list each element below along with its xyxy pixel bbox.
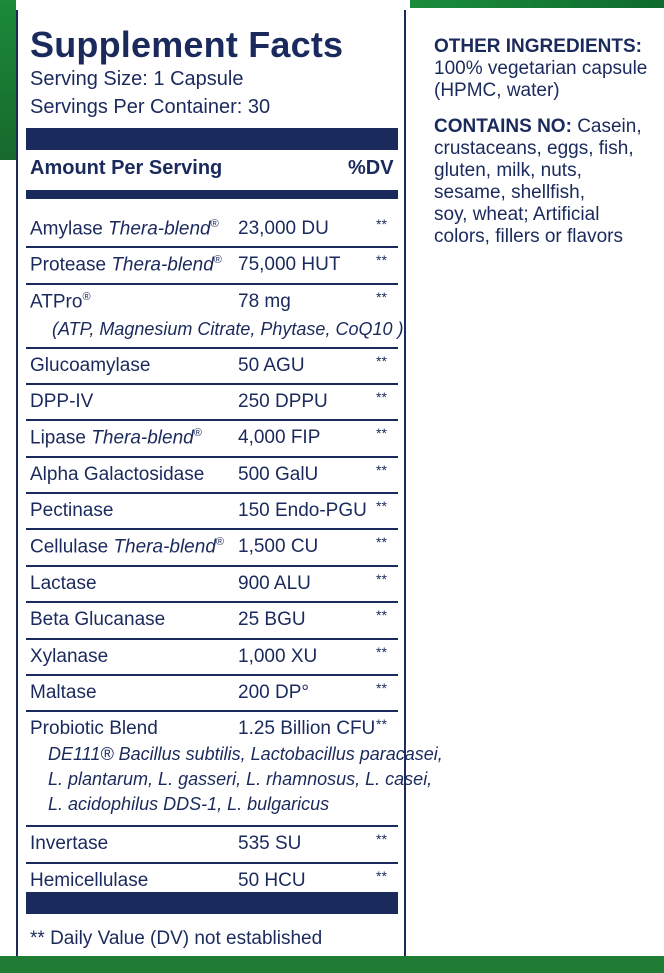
nutrient-row — [26, 494, 398, 530]
nutrient-amount: 500 GalU — [238, 464, 319, 485]
divider-thick-top — [26, 128, 398, 150]
nutrient-name: Alpha Galactosidase — [30, 464, 205, 485]
nutrient-amount: 25 BGU — [238, 609, 306, 630]
nutrient-row — [26, 827, 398, 864]
green-border-top — [410, 0, 664, 8]
nutrient-row — [26, 285, 404, 349]
nutrient-dv: ** — [376, 534, 387, 550]
probiotic-strain-line: DE111® Bacillus subtilis, Lactobacillus paracasei, — [48, 744, 443, 764]
nutrient-dv: ** — [376, 252, 387, 268]
nutrient-row — [26, 349, 398, 385]
nutrient-dv: ** — [376, 353, 387, 369]
nutrient-name: Hemicellulase — [30, 870, 149, 891]
contains-no-line2: crustaceans, eggs, fish, — [434, 138, 634, 159]
nutrient-row — [26, 421, 398, 458]
nutrient-dv: ** — [376, 831, 387, 847]
nutrient-row — [26, 458, 398, 494]
nutrient-name: Lactase — [30, 573, 97, 594]
nutrient-amount: 1,000 XU — [238, 646, 318, 667]
nutrient-amount: 75,000 HUT — [238, 254, 341, 275]
nutrient-amount: 200 DP° — [238, 682, 309, 703]
contains-no-text-0: Casein, — [571, 116, 642, 137]
nutrient-name: Lipase Thera-blend® — [30, 427, 202, 449]
nutrient-dv: ** — [376, 571, 387, 587]
nutrient-name: Beta Glucanase — [30, 609, 166, 630]
nutrient-dv: ** — [376, 716, 387, 732]
probiotic-strain-line: L. acidophilus DDS-1, L. bulgaricus — [48, 794, 330, 814]
nutrient-amount: 250 DPPU — [238, 391, 328, 412]
nutrient-amount: 900 ALU — [238, 573, 311, 594]
contains-no-line3: gluten, milk, nuts, — [434, 160, 582, 181]
nutrient-dv: ** — [376, 462, 387, 478]
nutrient-name: Protease Thera-blend® — [30, 254, 222, 276]
nutrient-amount: 150 Endo-PGU — [238, 500, 367, 521]
nutrient-amount: 23,000 DU — [238, 218, 329, 239]
probiotic-strain-line: L. plantarum, L. gasseri, L. rhamnosus, L. casei, — [48, 769, 433, 789]
nutrient-dv: ** — [376, 425, 387, 441]
nutrient-amount: 535 SU — [238, 833, 302, 854]
nutrient-name: Pectinase — [30, 500, 114, 521]
panel-title: Supplement Facts — [30, 24, 344, 65]
nutrient-row — [26, 567, 398, 603]
nutrient-row — [26, 603, 398, 640]
nutrient-sub-ingredients: (ATP, Magnesium Citrate, Phytase, CoQ10 ) — [52, 319, 404, 339]
nutrient-row — [26, 530, 398, 567]
nutrient-dv: ** — [376, 868, 387, 884]
nutrient-row — [26, 248, 398, 285]
contains-no-line5: soy, wheat; Artificial — [434, 204, 600, 225]
divider-mid — [26, 190, 398, 199]
nutrient-name: DPP-IV — [30, 391, 94, 412]
nutrient-row — [26, 712, 443, 827]
nutrient-dv: ** — [376, 289, 387, 305]
nutrient-name: Maltase — [30, 682, 97, 703]
ingredients-column — [434, 36, 659, 248]
amount-per-serving-header: Amount Per Serving — [30, 157, 223, 179]
other-ingredients-heading: OTHER INGREDIENTS: — [434, 36, 642, 57]
nutrient-name: ATPro® — [30, 291, 91, 313]
nutrient-amount: 78 mg — [238, 291, 291, 312]
green-border-bottom — [0, 956, 664, 973]
nutrient-amount: 1,500 CU — [238, 536, 319, 557]
nutrient-amount: 50 AGU — [238, 355, 305, 376]
nutrient-row — [26, 212, 398, 248]
footnote: ** Daily Value (DV) not established — [30, 928, 323, 949]
contains-no-line1 — [434, 116, 659, 138]
nutrient-name: Invertase — [30, 833, 109, 854]
serving-size: Serving Size: 1 Capsule — [30, 68, 244, 90]
servings-per-container: Servings Per Container: 30 — [30, 96, 271, 118]
contains-no-heading: CONTAINS NO: — [434, 116, 572, 137]
nutrient-name: Amylase Thera-blend® — [30, 218, 219, 240]
green-border-left — [0, 0, 16, 160]
other-ingredients-line2: (HPMC, water) — [434, 80, 560, 101]
nutrient-name: Probiotic Blend — [30, 718, 158, 739]
nutrient-amount: 1.25 Billion CFU — [238, 718, 376, 739]
nutrient-dv: ** — [376, 680, 387, 696]
nutrient-name: Cellulase Thera-blend® — [30, 536, 224, 558]
divider-thick-bottom — [26, 892, 398, 914]
nutrient-dv: ** — [376, 498, 387, 514]
nutrient-row — [26, 676, 398, 712]
contains-no-line6: colors, fillers or flavors — [434, 226, 623, 247]
nutrient-name: Xylanase — [30, 646, 109, 667]
dv-header: %DV — [348, 157, 394, 179]
nutrient-amount: 50 HCU — [238, 870, 306, 891]
nutrient-amount: 4,000 FIP — [238, 427, 321, 448]
supplement-facts-panel — [16, 10, 443, 956]
nutrient-dv: ** — [376, 216, 387, 232]
nutrient-row — [26, 640, 398, 676]
nutrient-dv: ** — [376, 389, 387, 405]
contains-no-line4: sesame, shellfish, — [434, 182, 586, 203]
nutrient-name: Glucoamylase — [30, 355, 151, 376]
nutrient-dv: ** — [376, 644, 387, 660]
other-ingredients-line1: 100% vegetarian capsule — [434, 58, 648, 79]
nutrient-row — [26, 385, 398, 421]
nutrient-dv: ** — [376, 607, 387, 623]
